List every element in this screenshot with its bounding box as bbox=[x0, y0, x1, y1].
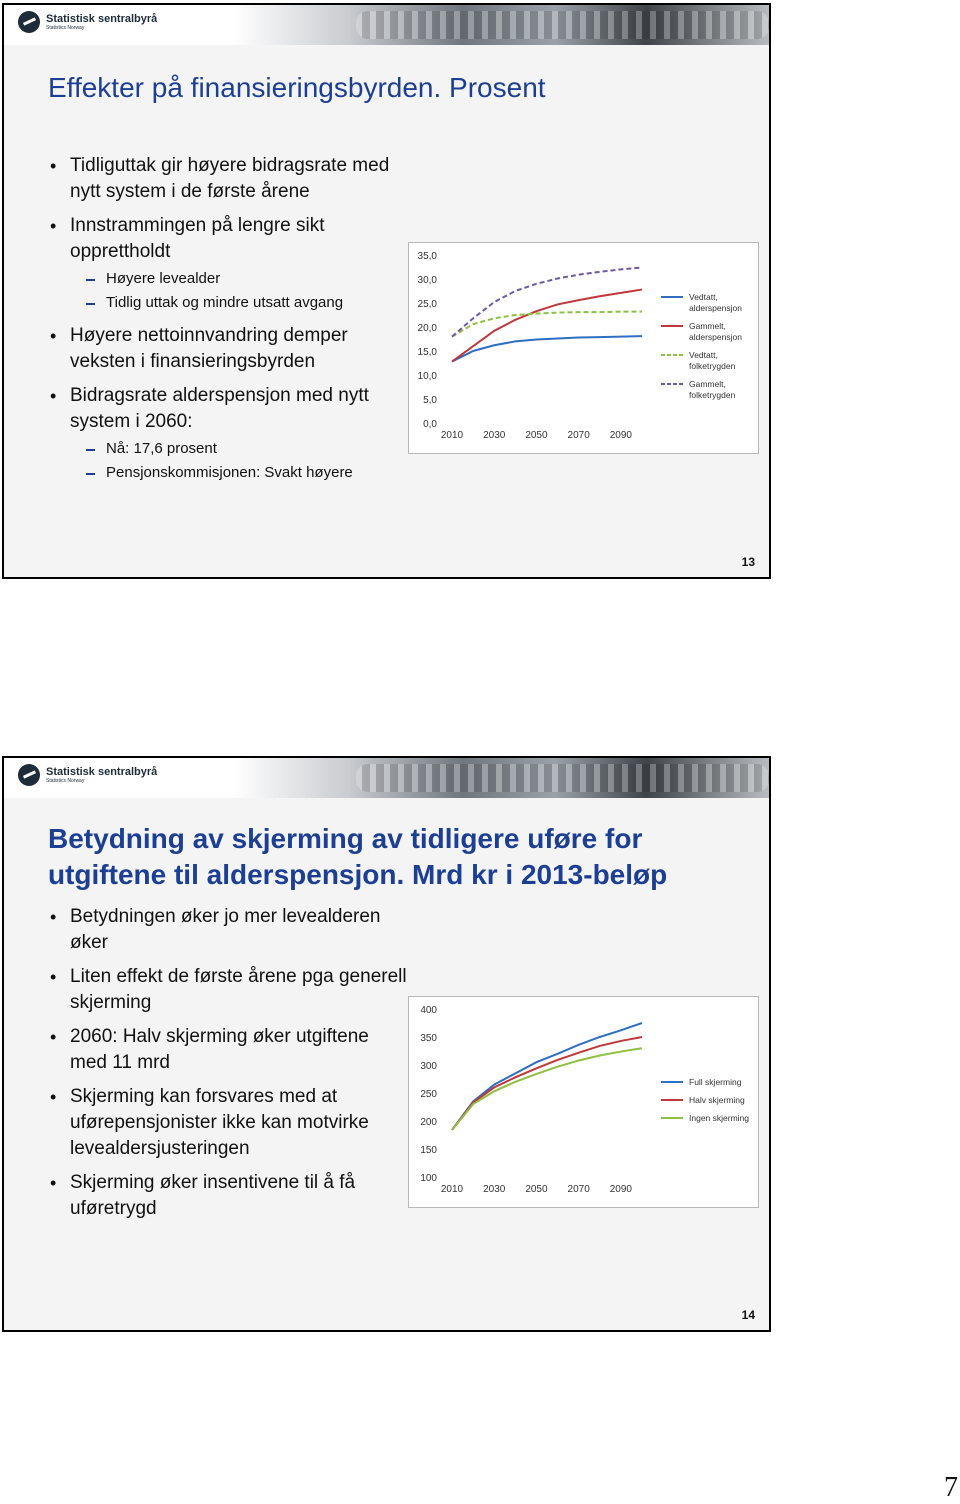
title-line-2: utgiftene til alderspensjon. Mrd kr i 2013-beløp bbox=[48, 859, 668, 890]
sub-bullet-list bbox=[70, 267, 400, 315]
legend-label: Vedtatt, folketrygden bbox=[689, 350, 736, 371]
sub-bullet-item: Høyere levealder bbox=[70, 267, 400, 291]
chart-finansieringsbyrden bbox=[408, 242, 759, 454]
bullet-item: • Skjerming kan forsvares med at uførepensjonister ikke kan motvirke levealdersjusteringen bbox=[50, 1084, 410, 1162]
chart-svg bbox=[409, 997, 758, 1207]
x-tick-label: 2070 bbox=[567, 430, 590, 441]
page-number: 13 bbox=[741, 555, 755, 569]
banner-decoration bbox=[356, 764, 769, 792]
legend-label: Gammelt, alderspensjon bbox=[689, 321, 742, 342]
slide-title: Effekter på finansieringsbyrden. Prosent bbox=[48, 72, 546, 103]
bullet-item: • Skjerming øker insentivene til å få uføretrygd bbox=[50, 1170, 410, 1222]
y-tick-label: 25,0 bbox=[417, 299, 437, 310]
series-line-3 bbox=[452, 312, 642, 337]
series-line-2 bbox=[452, 290, 642, 362]
logo-sub: Statistics Norway bbox=[46, 24, 85, 31]
y-tick-label: 10,0 bbox=[417, 371, 437, 382]
bullet-list bbox=[50, 904, 410, 1230]
slide-13 bbox=[2, 3, 771, 579]
bullet-text: Bidragsrate alderspensjon med nytt system i 2060: bbox=[70, 385, 369, 432]
series-line-3 bbox=[452, 1048, 642, 1130]
chart-svg bbox=[409, 243, 758, 453]
sub-bullet-item: Nå: 17,6 prosent bbox=[70, 437, 400, 461]
slide-banner bbox=[4, 758, 769, 798]
series-line-2 bbox=[452, 1037, 642, 1130]
x-tick-label: 2070 bbox=[567, 1184, 590, 1195]
y-tick-label: 200 bbox=[420, 1117, 437, 1128]
y-tick-label: 20,0 bbox=[417, 323, 437, 334]
y-tick-label: 250 bbox=[420, 1089, 437, 1100]
y-tick-label: 35,0 bbox=[417, 251, 437, 262]
legend-label: Full skjerming bbox=[689, 1077, 742, 1087]
legend-label: Ingen skjerming bbox=[689, 1113, 750, 1123]
ssb-logo bbox=[18, 764, 157, 786]
bullet-text: Høyere nettoinnvandring demper veksten i finansieringsbyrden bbox=[70, 325, 348, 372]
slide-title bbox=[48, 821, 667, 893]
y-tick-label: 150 bbox=[420, 1145, 437, 1156]
sub-bullet-list bbox=[70, 437, 400, 485]
legend-label: Vedtatt, alderspensjon bbox=[689, 292, 742, 313]
y-tick-label: 300 bbox=[420, 1061, 437, 1072]
bullet-item: • Betydningen øker jo mer levealderen øker bbox=[50, 904, 410, 956]
sub-bullet-item: Pensjonskommisjonen: Svakt høyere bbox=[70, 461, 400, 485]
bullet-list bbox=[50, 153, 400, 493]
y-tick-label: 100 bbox=[420, 1173, 437, 1184]
logo-name: Statistisk sentralbyrå bbox=[46, 765, 158, 778]
x-tick-label: 2090 bbox=[609, 430, 633, 441]
ssb-logo bbox=[18, 11, 157, 33]
bullet-text: Tidliguttak gir høyere bidragsrate med nytt system i de første årene bbox=[70, 155, 390, 202]
slide-banner bbox=[4, 5, 769, 45]
y-tick-label: 400 bbox=[420, 1005, 437, 1016]
logo-sub: Statistics Norway bbox=[46, 777, 85, 784]
x-tick-label: 2010 bbox=[440, 1184, 464, 1195]
ssb-logo-icon bbox=[18, 11, 40, 33]
x-tick-label: 2050 bbox=[525, 430, 548, 441]
bullet-item: • 2060: Halv skjerming øker utgiftene med 11 mrd bbox=[50, 1024, 410, 1076]
sub-bullet-item: Tidlig uttak og mindre utsatt avgang bbox=[70, 291, 400, 315]
bullet-item bbox=[50, 383, 400, 485]
chart-skjerming bbox=[408, 996, 759, 1208]
page-number: 14 bbox=[741, 1308, 755, 1322]
ssb-logo-icon bbox=[18, 764, 40, 786]
x-tick-label: 2090 bbox=[609, 1184, 633, 1195]
legend-label: Halv skjerming bbox=[689, 1095, 745, 1105]
y-tick-label: 5,0 bbox=[423, 395, 437, 406]
x-tick-label: 2030 bbox=[483, 1184, 506, 1195]
x-tick-label: 2010 bbox=[440, 430, 464, 441]
bullet-item bbox=[50, 323, 400, 375]
bullet-text: Innstrammingen på lengre sikt opprettholdt bbox=[70, 215, 325, 262]
title-line-1: Betydning av skjerming av tidligere uføre for bbox=[48, 823, 643, 854]
bullet-item bbox=[50, 213, 400, 315]
y-tick-label: 0,0 bbox=[423, 419, 437, 430]
y-tick-label: 15,0 bbox=[417, 347, 437, 358]
document-page-number: 7 bbox=[944, 1472, 958, 1503]
x-tick-label: 2030 bbox=[483, 430, 506, 441]
logo-name: Statistisk sentralbyrå bbox=[46, 12, 158, 25]
banner-decoration bbox=[356, 11, 769, 39]
bullet-item bbox=[50, 153, 400, 205]
x-tick-label: 2050 bbox=[525, 1184, 548, 1195]
series-line-4 bbox=[452, 267, 642, 336]
series-line-1 bbox=[452, 1023, 642, 1130]
y-tick-label: 350 bbox=[420, 1033, 437, 1044]
y-tick-label: 30,0 bbox=[417, 275, 437, 286]
bullet-item: • Liten effekt de første årene pga generell skjerming bbox=[50, 964, 410, 1016]
slide-14 bbox=[2, 756, 771, 1332]
legend-label: Gammelt, folketrygden bbox=[689, 379, 736, 400]
